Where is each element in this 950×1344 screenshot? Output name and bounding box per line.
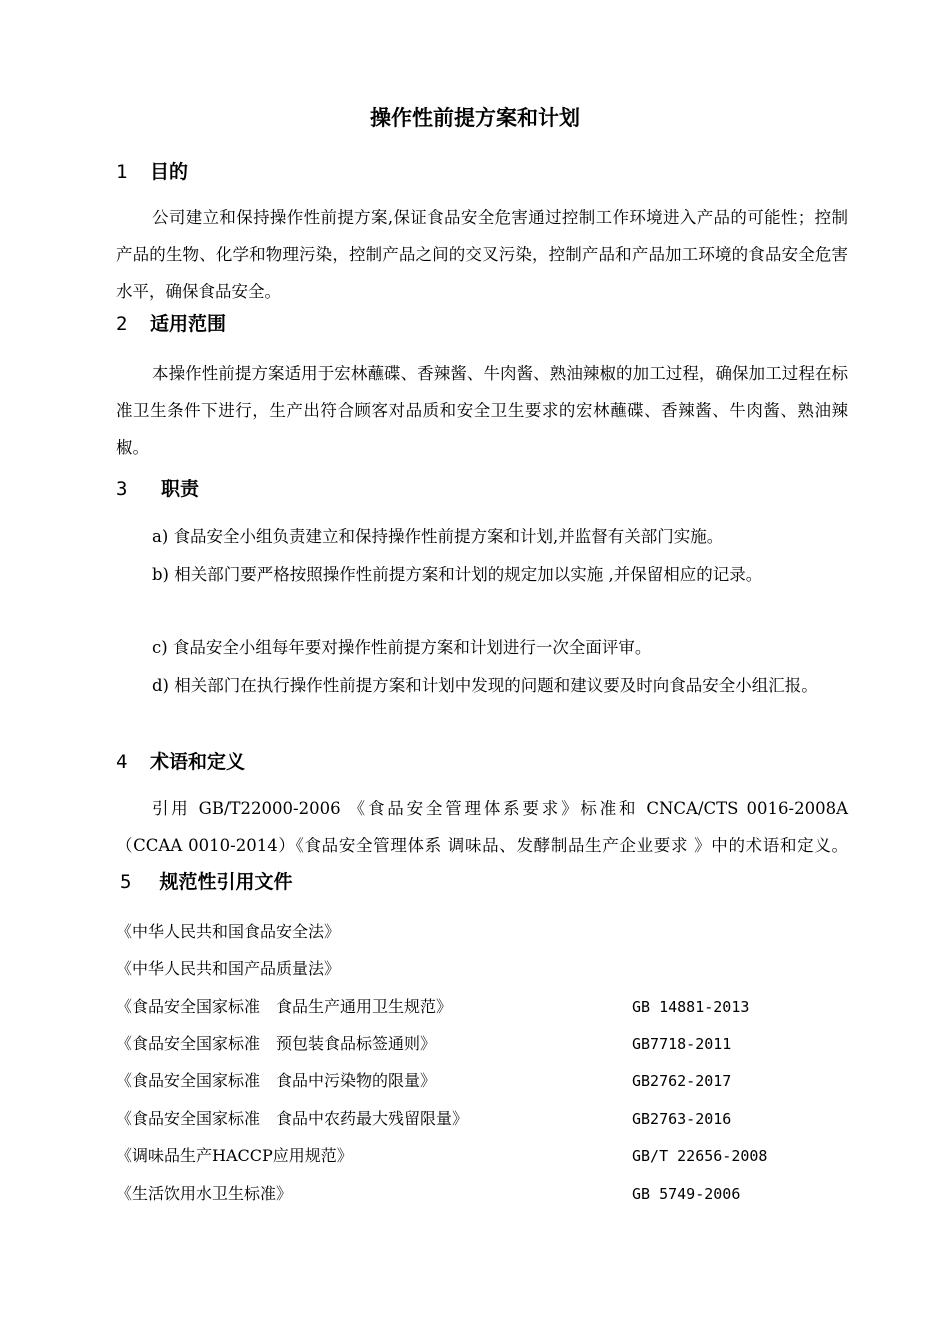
reference-name: 《食品安全国家标准 预包装食品标签通则》: [116, 1034, 437, 1053]
reference-code: GB7718-2011: [632, 1035, 732, 1053]
reference-code: GB2763-2016: [632, 1110, 732, 1128]
section-title: 职责: [161, 478, 200, 500]
reference-name: 《中华人民共和国食品安全法》: [116, 922, 341, 941]
section-heading-purpose: [116, 158, 188, 186]
section-title: 术语和定义: [150, 751, 246, 773]
reference-name: 《食品安全国家标准 食品生产通用卫生规范》: [116, 997, 453, 1016]
reference-name: 《中华人民共和国产品质量法》: [116, 959, 341, 978]
section-number: 3: [116, 478, 128, 500]
responsibility-item: a) 食品安全小组负责建立和保持操作性前提方案和计划,并监督有关部门实施。: [152, 527, 724, 546]
reference-name: 《食品安全国家标准 食品中农药最大残留限量》: [116, 1109, 469, 1128]
section-heading-scope: [116, 310, 226, 338]
section-heading-responsibilities: [116, 475, 199, 503]
section-paragraph-terms: [116, 790, 848, 901]
reference-name: 《调味品生产HACCP应用规范》: [116, 1146, 353, 1165]
section-number: 4: [116, 751, 128, 773]
section-heading-references: [116, 871, 292, 893]
reference-name: 《生活饮用水卫生标准》: [116, 1184, 293, 1203]
section-number: 2: [116, 313, 128, 335]
responsibility-item: b) 相关部门要严格按照操作性前提方案和计划的规定加以实施 ,并保留相应的记录。: [152, 565, 763, 584]
terms-text: 引用 GB/T22000-2006 《食品安全管理体系要求》标准和 CNCA/CTS 0016-2008A（CCAA 0010-2014）《食品安全管理体系 调味品、发酵制品生产企业要求 》中的术语和定义。: [116, 799, 848, 855]
document-title: 操作性前提方案和计划: [370, 106, 580, 130]
section-title: 规范性引用文件: [159, 871, 293, 893]
reference-code: GB 5749-2006: [632, 1185, 741, 1203]
reference-code: GB2762-2017: [632, 1072, 732, 1090]
reference-name: 《食品安全国家标准 食品中污染物的限量》: [116, 1071, 437, 1090]
section-paragraph-purpose: 公司建立和保持操作性前提方案,保证食品安全危害通过控制工作环境进入产品的可能性；控制产品的生物、化学和物理污染，控制产品之间的交叉污染，控制产品和产品加工环境的食品安全危害水平，确保食品安全。: [116, 208, 848, 301]
reference-code: GB 14881-2013: [632, 998, 750, 1016]
section-title: 目的: [150, 161, 189, 183]
responsibility-item: c) 食品安全小组每年要对操作性前提方案和计划进行一次全面评审。: [152, 638, 652, 657]
section-number: 5: [120, 871, 132, 893]
section-paragraph-scope: 本操作性前提方案适用于宏林蘸碟、香辣酱、牛肉酱、熟油辣椒的加工过程，确保加工过程在标准卫生条件下进行，生产出符合顾客对品质和安全卫生要求的宏林蘸碟、香辣酱、牛肉酱、熟油辣椒。: [116, 364, 848, 457]
section-title: 适用范围: [150, 313, 227, 335]
section-heading-terms: [116, 748, 245, 776]
responsibility-item: d) 相关部门在执行操作性前提方案和计划中发现的问题和建议要及时向食品安全小组汇报。: [152, 676, 818, 695]
reference-code: GB/T 22656-2008: [632, 1147, 768, 1165]
section-number: 1: [116, 161, 128, 183]
